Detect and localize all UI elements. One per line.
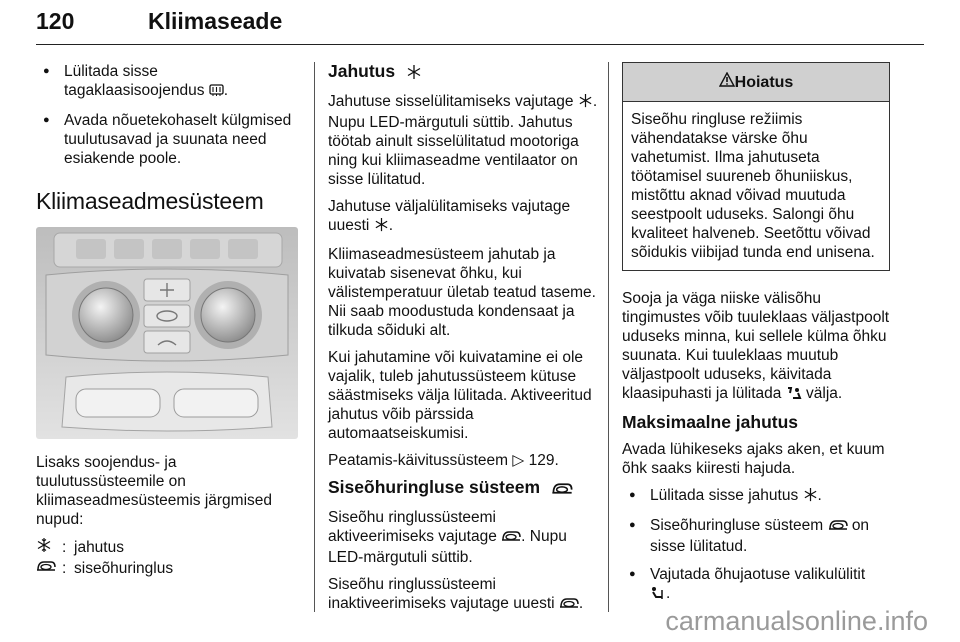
- paragraph: Sooja ja väga niiske välisõhu tingimustes võib tuuleklaas väljastpoolt uduseks minna, kui sellele külma õhku suunata. Kui tuuleklaas muutub väljastpoolt uduseks, käivitada klaasipuhasti ja lülitada välja.: [622, 289, 890, 405]
- paragraph: Avada lühikeseks ajaks aken, et kuum õhk saaks kiiresti hajuda.: [622, 441, 885, 477]
- paragraph: Kliimaseadmesüsteem jahutab ja kuivatab sisenevat õhku, kui välistemperatuur ületab teatud taseme. Nii saab moodustuda kondensaat ja tilkuda sõiduki alt.: [328, 246, 596, 339]
- watermark: carmanualsonline.info: [665, 606, 928, 636]
- paragraph: Siseõhu ringlussüsteemi aktiveerimiseks vajutage . Nupu LED-märgutuli süttib.: [328, 509, 567, 566]
- snowflake-icon: [578, 93, 593, 113]
- page-header: [36, 2, 924, 46]
- list-item: ● Vajutada õhujaotuse valikulülitit .: [622, 565, 890, 605]
- paragraph: Peatamis-käivitussüsteem ▷ 129.: [328, 452, 559, 469]
- paragraph: Siseõhu ringlussüsteemi inaktiveerimiseks vajutage uuesti .: [328, 575, 598, 615]
- column-divider: [314, 62, 315, 612]
- recirculation-icon: [828, 518, 848, 537]
- paragraph: Jahutuse sisselülitamiseks vajutage . Nupu LED-märgutuli süttib. Jahutus töötab ainult sisselülitatud mootoriga ning kui kliimaseadme ventilaator on sisse lülitatud.: [328, 93, 598, 188]
- page-reference-icon: ▷: [512, 452, 525, 469]
- warning-header: [623, 63, 889, 102]
- recirculation-icon: [36, 559, 62, 578]
- snowflake-icon: [803, 487, 818, 507]
- air-distribution-windshield-icon: [786, 386, 802, 405]
- bullet-list: [36, 62, 300, 168]
- header-rule: [36, 44, 924, 45]
- list-item: ● Siseõhuringluse süsteem on sisse lülitatud.: [622, 516, 890, 556]
- section-heading: Maksimaalne jahutus: [622, 412, 799, 432]
- definition-list: [36, 537, 300, 579]
- recirculation-icon: [551, 481, 573, 500]
- page-reference[interactable]: 129.: [528, 452, 559, 469]
- list-item: ● Lülitada sisse jahutus .: [622, 486, 890, 507]
- list-item: ● Lülitada sisse tagaklaasisoojendus .: [36, 62, 300, 102]
- rear-window-heater-icon: [209, 83, 224, 102]
- definition-label: jahutus: [74, 539, 124, 556]
- section-heading: Jahutus: [328, 62, 598, 84]
- column-left: [36, 62, 300, 579]
- definition-label: siseõhuringlus: [74, 560, 174, 577]
- climate-control-panel-image: [36, 227, 298, 439]
- snowflake-icon: [374, 217, 389, 237]
- paragraph: Jahutuse väljalülitamiseks vajutage uuesti .: [328, 197, 598, 237]
- warning-text: Siseõhu ringluse režiimis vähendatakse värske õhu vahetumist. Ilma jahutuseta töötamisel suureneb õhuniiskus, mistõttu aknad võivad muutuda seestpoolt uduseks. Salongi õhu kvaliteet halveneb. Seetõttu võivad sõidukis viibijad tunda end unisena.: [631, 111, 875, 261]
- intro-paragraph: Lisaks soojendus- ja tuulutussüsteemile on kliimaseadmesüsteemis järgmised nupud:: [36, 454, 273, 528]
- column-right: [622, 62, 890, 614]
- column-middle: [328, 62, 598, 623]
- section-heading: Siseõhuringluse süsteem: [328, 478, 598, 500]
- definition-row: : siseõhuringlus: [36, 558, 300, 579]
- warning-icon: [719, 72, 735, 92]
- list-item: ● Avada nõuetekohaselt külgmised tuulutusavad ja suunata need esiakende poole.: [36, 111, 300, 168]
- air-distribution-floor-icon: [650, 586, 666, 605]
- column-divider: [608, 62, 609, 612]
- page-number: 120: [36, 8, 75, 34]
- warning-box: [622, 62, 890, 271]
- bullet-list: [622, 486, 890, 605]
- page-title: Kliimaseade: [148, 8, 283, 34]
- section-heading: Kliimaseadmesüsteem: [36, 188, 264, 214]
- snowflake-icon: [36, 537, 62, 558]
- snowflake-icon: [406, 64, 422, 84]
- paragraph: Kui jahutamine või kuivatamine ei ole vajalik, tuleb jahutussüsteem kütuse säästmiseks välja lülitada. Aktiveeritud jahutus võib pärssida automaatseiskumisi.: [328, 349, 592, 442]
- definition-row: : jahutus: [36, 537, 300, 558]
- recirculation-icon: [501, 529, 521, 548]
- warning-title: Hoiatus: [734, 73, 794, 91]
